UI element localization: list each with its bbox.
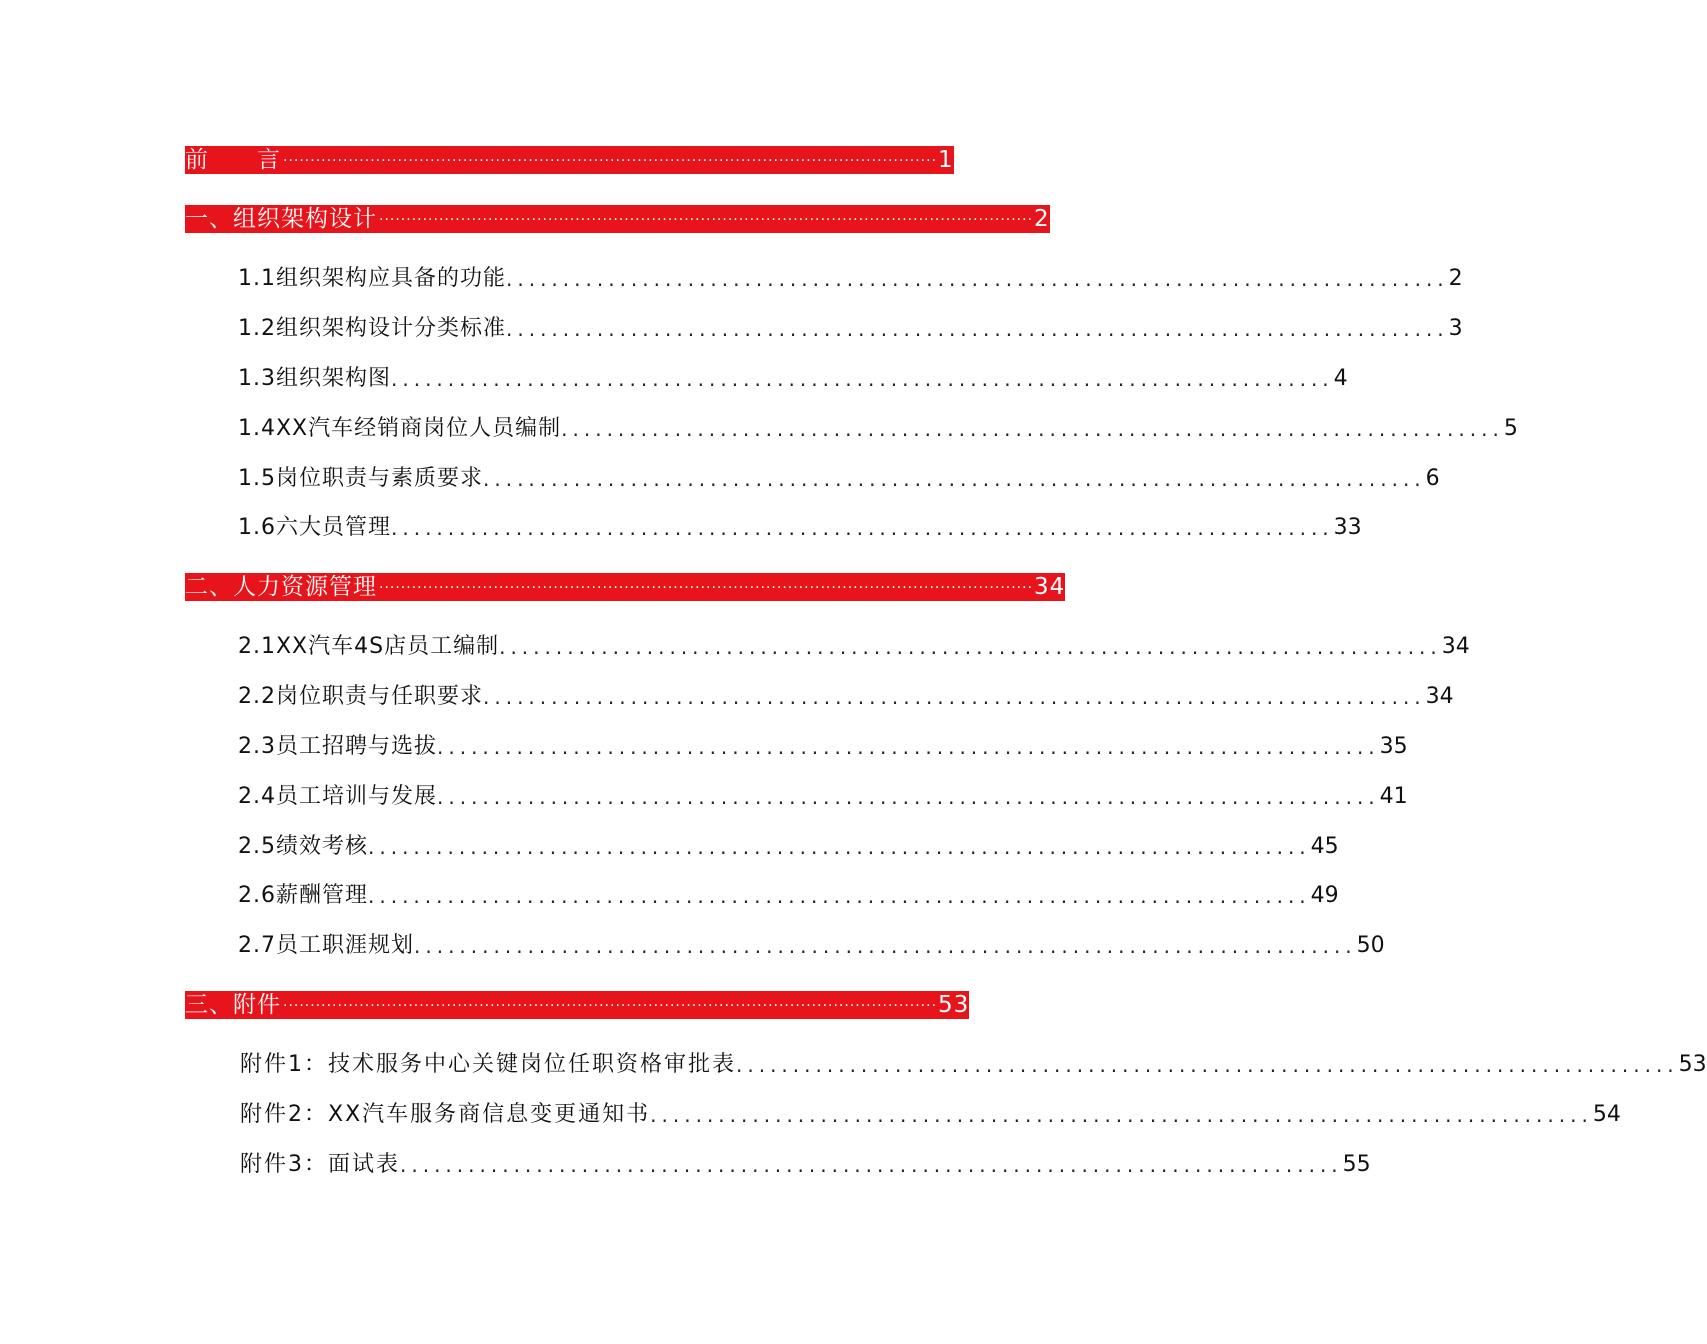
toc-leader-dots: ................................................................................... [483,685,1426,709]
toc-page-number: 41 [1379,784,1408,809]
toc-page-number: 55 [1342,1152,1371,1177]
toc-page-number: 45 [1310,834,1339,859]
toc-leader-dots: ................................................................................... [391,516,1334,540]
toc-leader-dots: ................................................................................... [483,467,1426,491]
toc-leader-dots: ........................................................................................................................ [379,205,1033,233]
toc-section-title: 1.6六大员管理 [238,515,391,540]
toc-section-2-5[interactable] [238,832,1339,862]
toc-section-title: 2.6薪酬管理 [238,883,368,908]
toc-attachment-title: 附件1：技术服务中心关键岗位任职资格审批表 [240,1052,736,1077]
toc-attachment-2[interactable] [240,1100,1621,1130]
toc-chapter-1[interactable] [185,205,1050,233]
toc-section-1-5[interactable] [238,464,1440,494]
toc-section-title: 1.3组织架构图 [238,366,391,391]
toc-chapter-title: 二、人力资源管理 [185,574,377,600]
toc-leader-dots: ........................................................................................................................ [379,573,1033,601]
toc-section-title: 1.1组织架构应具备的功能 [238,266,506,291]
toc-chapter-title: 一、组织架构设计 [185,206,377,232]
toc-section-title: 2.2岗位职责与任职要求 [238,684,483,709]
toc-leader-dots: ................................................................................... [368,884,1311,908]
toc-section-2-2[interactable] [238,682,1454,712]
toc-leader-dots: ................................................................................... [499,635,1442,659]
toc-section-2-7[interactable] [238,931,1385,961]
toc-leader-dots: ................................................................................... [650,1103,1593,1127]
toc-page-number: 2 [1448,266,1463,291]
toc-page-number: 33 [1333,515,1362,540]
toc-page-number: 4 [1333,366,1348,391]
toc-leader-dots: ................................................................................... [391,367,1334,391]
toc-chapter-title: 前 言 [185,147,281,173]
toc-section-title: 1.2组织架构设计分类标准 [238,316,506,341]
toc-page-number: 6 [1425,466,1440,491]
toc-section-1-6[interactable] [238,513,1362,543]
toc-leader-dots: ........................................................................................................................ [283,146,937,174]
toc-page-number: 35 [1379,734,1408,759]
toc-attachment-1[interactable] [240,1050,1707,1080]
toc-leader-dots: ........................................................................................................................ [283,991,937,1019]
toc-leader-dots: ................................................................................... [506,317,1449,341]
toc-section-1-3[interactable] [238,364,1348,394]
toc-section-title: 2.4员工培训与发展 [238,784,437,809]
toc-page-number: 34 [1441,634,1470,659]
toc-page-number: 53 [1678,1052,1707,1077]
toc-page-number: 49 [1310,883,1339,908]
toc-attachment-title: 附件2：XX汽车服务商信息变更通知书 [240,1102,651,1127]
toc-page-number: 5 [1503,416,1518,441]
toc-section-1-2[interactable] [238,314,1463,344]
toc-leader-dots: ................................................................................... [400,1153,1343,1177]
toc-page-number: 34 [1425,684,1454,709]
toc-section-2-3[interactable] [238,732,1408,762]
toc-section-2-4[interactable] [238,782,1408,812]
toc-section-title: 2.3员工招聘与选拔 [238,734,437,759]
toc-page-number: 50 [1356,933,1385,958]
toc-page-number: 34 [1034,574,1066,600]
toc-page-number: 54 [1592,1102,1621,1127]
toc-leader-dots: ................................................................................... [506,267,1449,291]
toc-section-title: 1.4XX汽车经销商岗位人员编制 [238,416,562,441]
toc-leader-dots: ................................................................................... [414,934,1357,958]
toc-chapter-2[interactable] [185,573,1066,601]
toc-attachment-3[interactable] [240,1150,1371,1180]
toc-page-number: 53 [938,992,970,1018]
toc-section-title: 2.1XX汽车4S店员工编制 [238,634,500,659]
toc-section-title: 1.5岗位职责与素质要求 [238,466,483,491]
toc-page-number: 1 [938,147,954,173]
toc-leader-dots: ................................................................................... [437,735,1380,759]
toc-section-1-1[interactable] [238,264,1463,294]
toc-leader-dots: ................................................................................... [561,417,1504,441]
toc-leader-dots: ................................................................................... [736,1053,1679,1077]
toc-page-number: 2 [1034,206,1050,232]
toc-chapter-title: 三、附件 [185,992,281,1018]
toc-section-title: 2.5绩效考核 [238,834,368,859]
toc-attachment-title: 附件3：面试表 [240,1152,400,1177]
toc-chapter-3[interactable] [185,991,970,1019]
toc-section-2-1[interactable] [238,632,1470,662]
toc-page-number: 3 [1448,316,1463,341]
toc-section-title: 2.7员工职涯规划 [238,933,414,958]
toc-leader-dots: ................................................................................... [368,835,1311,859]
toc-section-2-6[interactable] [238,881,1339,911]
toc-section-1-4[interactable] [238,414,1518,444]
toc-chapter-preface[interactable] [185,146,954,174]
toc-leader-dots: ................................................................................... [437,785,1380,809]
